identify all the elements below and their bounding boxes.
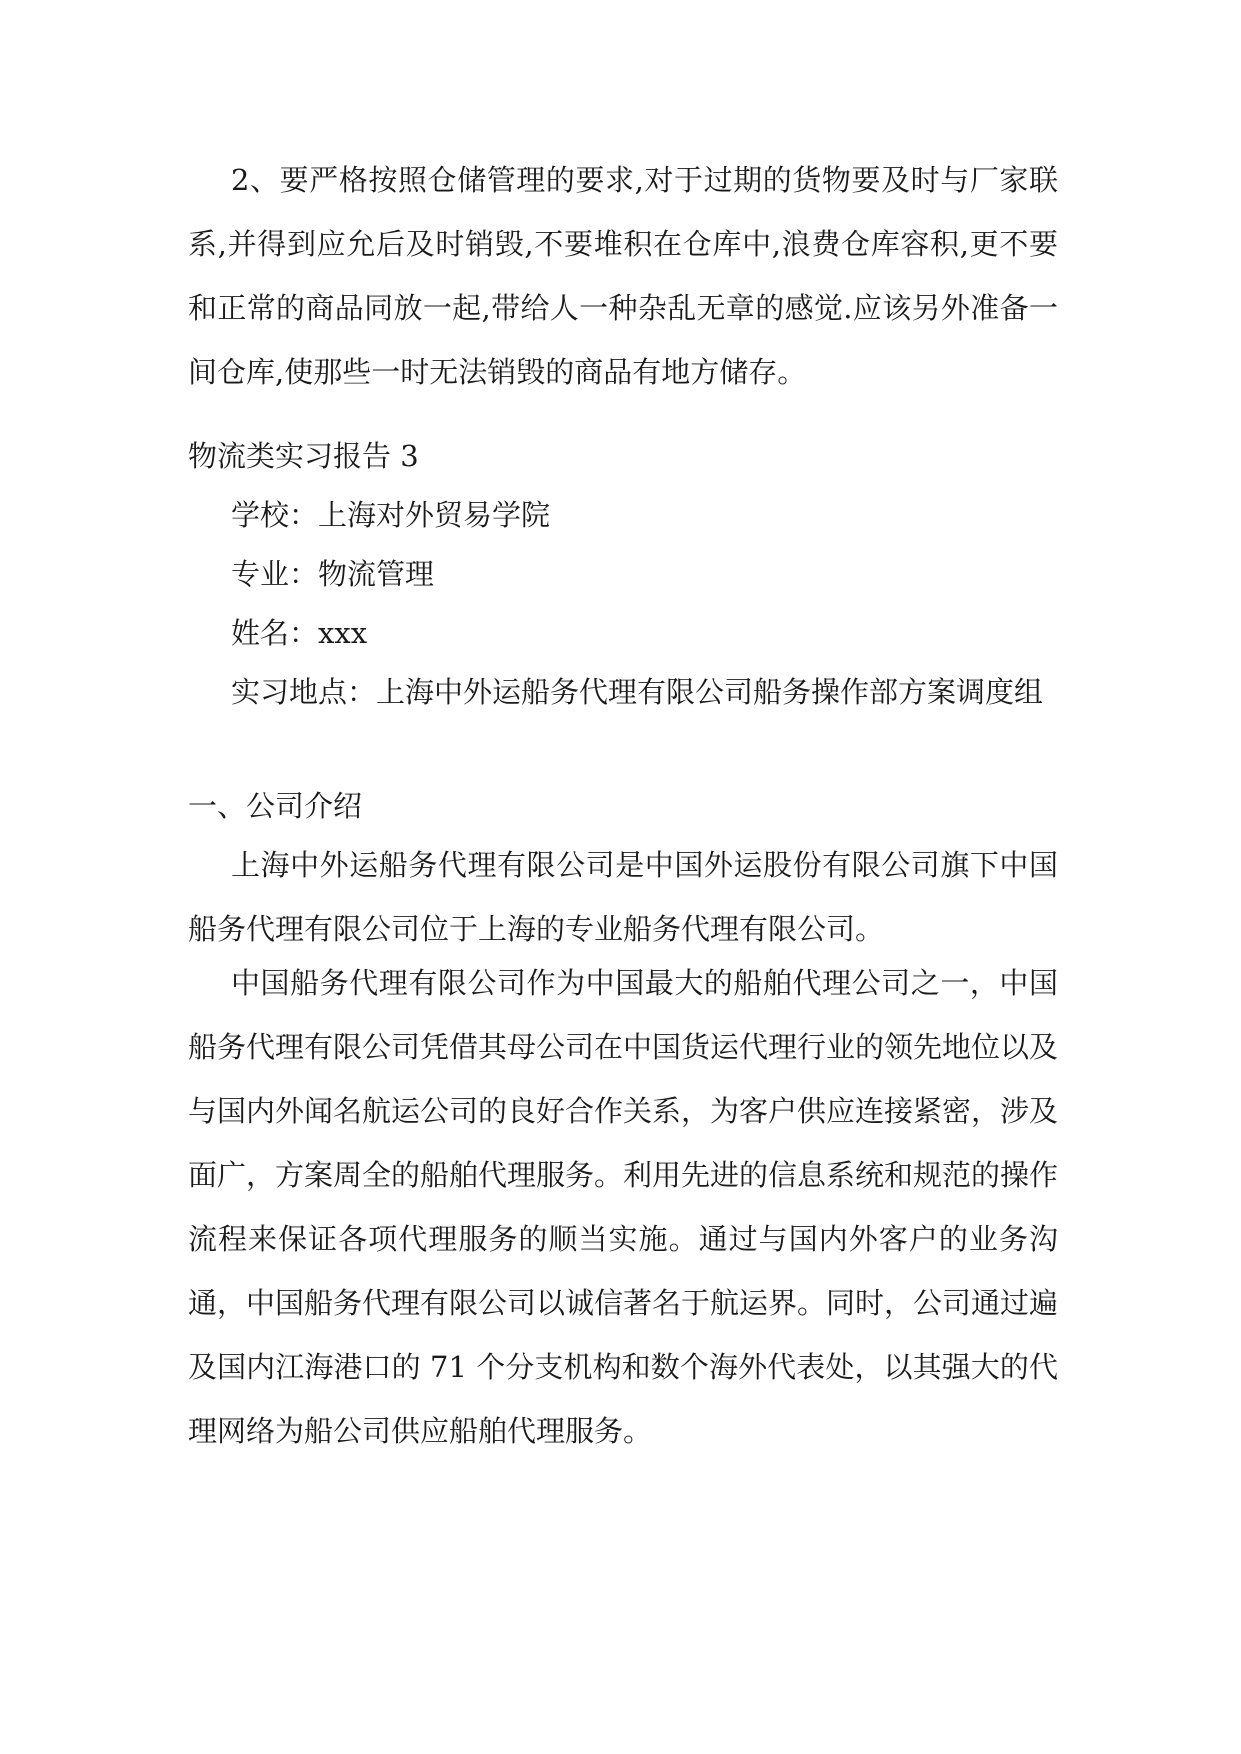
- paragraph-warehouse-management: 2、要严格按照仓储管理的要求,对于过期的货物要及时与厂家联系,并得到应允后及时销毁,不要堆积在仓库中,浪费仓库容积,更不要和正常的商品同放一起,带给人一种杂乱无章的感觉.应该另外准备一间仓库,使那些一时无法销毁的商品有地方储存。: [188, 163, 1058, 389]
- paragraph-company-intro-1: 上海中外运船务代理有限公司是中国外运股份有限公司旗下中国船务代理有限公司位于上海的专业船务代理有限公司。: [188, 848, 1058, 946]
- info-internship-location: 实习地点：上海中外运船务代理有限公司船务操作部方案调度组: [231, 675, 1044, 709]
- report-title: 物流类实习报告 3: [188, 439, 419, 473]
- info-school: 学校：上海对外贸易学院: [231, 498, 551, 532]
- info-major: 专业：物流管理: [231, 557, 435, 591]
- section-heading-company-intro: 一、公司介绍: [188, 789, 363, 823]
- info-name: 姓名：xxx: [231, 616, 368, 650]
- paragraph-company-intro-2: 中国船务代理有限公司作为中国最大的船舶代理公司之一，中国船务代理有限公司凭借其母公司在中国货运代理行业的领先地位以及与国内外闻名航运公司的良好合作关系，为客户供应连接紧密，涉及面广，方案周全的船舶代理服务。利用先进的信息系统和规范的操作流程来保证各项代理服务的顺当实施。通过与国内外客户的业务沟通，中国船务代理有限公司以诚信著名于航运界。同时，公司通过遍及国内江海港口的 71 个分支机构和数个海外代表处，以其强大的代理网络为船公司供应船舶代理服务。: [188, 966, 1059, 1448]
